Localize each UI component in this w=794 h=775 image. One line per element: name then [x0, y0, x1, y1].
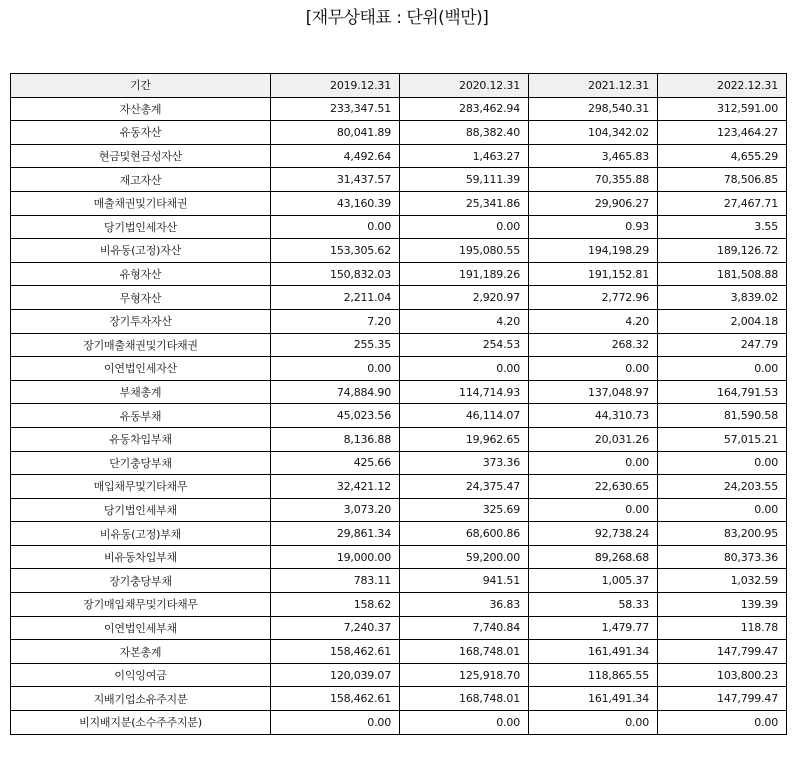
value-cell: 0.93: [529, 215, 658, 239]
row-label: 매출채권및기타채권: [11, 191, 271, 215]
value-cell: 0.00: [271, 711, 400, 735]
value-cell: 181,508.88: [658, 262, 787, 286]
value-cell: 68,600.86: [400, 522, 529, 546]
value-cell: 70,355.88: [529, 168, 658, 192]
value-cell: 0.00: [658, 357, 787, 381]
table-row: [11, 309, 787, 333]
table-row: [11, 498, 787, 522]
table-row: [11, 663, 787, 687]
row-label: 유형자산: [11, 262, 271, 286]
year-header: 2019.12.31: [271, 74, 400, 98]
table-row: [11, 687, 787, 711]
value-cell: 168,748.01: [400, 687, 529, 711]
value-cell: 147,799.47: [658, 640, 787, 664]
value-cell: 120,039.07: [271, 663, 400, 687]
value-cell: 150,832.03: [271, 262, 400, 286]
value-cell: 103,800.23: [658, 663, 787, 687]
value-cell: 81,590.58: [658, 404, 787, 428]
value-cell: 298,540.31: [529, 97, 658, 121]
table-row: [11, 333, 787, 357]
page-title: [재무상태표 : 단위(백만)]: [305, 8, 489, 28]
value-cell: 254.53: [400, 333, 529, 357]
balance-sheet-table: [10, 73, 787, 735]
header-row: [11, 74, 787, 98]
row-label: 지배기업소유주지분: [11, 687, 271, 711]
value-cell: 45,023.56: [271, 404, 400, 428]
value-cell: 1,005.37: [529, 569, 658, 593]
value-cell: 4,655.29: [658, 144, 787, 168]
table-header: [11, 74, 787, 98]
value-cell: 1,479.77: [529, 616, 658, 640]
value-cell: 783.11: [271, 569, 400, 593]
value-cell: 20,031.26: [529, 427, 658, 451]
value-cell: 0.00: [658, 451, 787, 475]
row-label: 당기법인세자산: [11, 215, 271, 239]
table-row: [11, 593, 787, 617]
value-cell: 373.36: [400, 451, 529, 475]
value-cell: 4.20: [529, 309, 658, 333]
value-cell: 32,421.12: [271, 475, 400, 499]
row-label: 유동차입부채: [11, 427, 271, 451]
row-label: 재고자산: [11, 168, 271, 192]
value-cell: 3,465.83: [529, 144, 658, 168]
row-label: 장기투자자산: [11, 309, 271, 333]
row-label: 부채총계: [11, 380, 271, 404]
value-cell: 57,015.21: [658, 427, 787, 451]
value-cell: 92,738.24: [529, 522, 658, 546]
value-cell: 255.35: [271, 333, 400, 357]
value-cell: 8,136.88: [271, 427, 400, 451]
value-cell: 125,918.70: [400, 663, 529, 687]
value-cell: 312,591.00: [658, 97, 787, 121]
value-cell: 46,114.07: [400, 404, 529, 428]
value-cell: 27,467.71: [658, 191, 787, 215]
value-cell: 0.00: [271, 215, 400, 239]
table-row: [11, 357, 787, 381]
value-cell: 29,906.27: [529, 191, 658, 215]
value-cell: 36.83: [400, 593, 529, 617]
value-cell: 83,200.95: [658, 522, 787, 546]
table-row: [11, 286, 787, 310]
value-cell: 1,463.27: [400, 144, 529, 168]
period-header: 기간: [11, 74, 271, 98]
value-cell: 7,240.37: [271, 616, 400, 640]
row-label: 비유동(고정)부채: [11, 522, 271, 546]
value-cell: 80,373.36: [658, 545, 787, 569]
value-cell: 4.20: [400, 309, 529, 333]
table-row: [11, 640, 787, 664]
value-cell: 1,032.59: [658, 569, 787, 593]
row-label: 유동부채: [11, 404, 271, 428]
value-cell: 153,305.62: [271, 239, 400, 263]
value-cell: 24,203.55: [658, 475, 787, 499]
value-cell: 123,464.27: [658, 121, 787, 145]
value-cell: 283,462.94: [400, 97, 529, 121]
table-row: [11, 215, 787, 239]
value-cell: 158.62: [271, 593, 400, 617]
value-cell: 2,004.18: [658, 309, 787, 333]
value-cell: 19,962.65: [400, 427, 529, 451]
value-cell: 25,341.86: [400, 191, 529, 215]
value-cell: 0.00: [529, 711, 658, 735]
value-cell: 4,492.64: [271, 144, 400, 168]
value-cell: 0.00: [400, 711, 529, 735]
value-cell: 189,126.72: [658, 239, 787, 263]
value-cell: 114,714.93: [400, 380, 529, 404]
table-row: [11, 569, 787, 593]
value-cell: 158,462.61: [271, 640, 400, 664]
table-row: [11, 475, 787, 499]
value-cell: 161,491.34: [529, 640, 658, 664]
value-cell: 233,347.51: [271, 97, 400, 121]
table-row: [11, 451, 787, 475]
row-label: 장기충당부채: [11, 569, 271, 593]
value-cell: 59,200.00: [400, 545, 529, 569]
value-cell: 44,310.73: [529, 404, 658, 428]
table-row: [11, 404, 787, 428]
row-label: 당기법인세부채: [11, 498, 271, 522]
row-label: 장기매입채무및기타채무: [11, 593, 271, 617]
table-row: [11, 191, 787, 215]
row-label: 비지배지분(소수주주지분): [11, 711, 271, 735]
value-cell: 0.00: [271, 357, 400, 381]
value-cell: 3.55: [658, 215, 787, 239]
value-cell: 191,152.81: [529, 262, 658, 286]
value-cell: 2,920.97: [400, 286, 529, 310]
row-label: 비유동(고정)자산: [11, 239, 271, 263]
value-cell: 325.69: [400, 498, 529, 522]
row-label: 이연법인세부채: [11, 616, 271, 640]
value-cell: 139.39: [658, 593, 787, 617]
table-row: [11, 380, 787, 404]
table-row: [11, 711, 787, 735]
row-label: 비유동차입부채: [11, 545, 271, 569]
value-cell: 89,268.68: [529, 545, 658, 569]
value-cell: 59,111.39: [400, 168, 529, 192]
value-cell: 22,630.65: [529, 475, 658, 499]
value-cell: 0.00: [529, 357, 658, 381]
value-cell: 194,198.29: [529, 239, 658, 263]
row-label: 이연법인세자산: [11, 357, 271, 381]
row-label: 단기충당부채: [11, 451, 271, 475]
value-cell: 118.78: [658, 616, 787, 640]
table-row: [11, 97, 787, 121]
row-label: 자산총계: [11, 97, 271, 121]
value-cell: 158,462.61: [271, 687, 400, 711]
value-cell: 24,375.47: [400, 475, 529, 499]
value-cell: 247.79: [658, 333, 787, 357]
value-cell: 0.00: [658, 711, 787, 735]
value-cell: 0.00: [658, 498, 787, 522]
year-header: 2022.12.31: [658, 74, 787, 98]
value-cell: 43,160.39: [271, 191, 400, 215]
table-row: [11, 144, 787, 168]
value-cell: 147,799.47: [658, 687, 787, 711]
table-row: [11, 168, 787, 192]
row-label: 장기매출채권및기타채권: [11, 333, 271, 357]
value-cell: 3,839.02: [658, 286, 787, 310]
row-label: 매입채무및기타채무: [11, 475, 271, 499]
row-label: 무형자산: [11, 286, 271, 310]
value-cell: 58.33: [529, 593, 658, 617]
value-cell: 0.00: [529, 498, 658, 522]
table-body: [11, 97, 787, 734]
value-cell: 19,000.00: [271, 545, 400, 569]
value-cell: 3,073.20: [271, 498, 400, 522]
value-cell: 0.00: [400, 357, 529, 381]
year-header: 2021.12.31: [529, 74, 658, 98]
value-cell: 2,211.04: [271, 286, 400, 310]
value-cell: 74,884.90: [271, 380, 400, 404]
value-cell: 941.51: [400, 569, 529, 593]
value-cell: 0.00: [400, 215, 529, 239]
table-row: [11, 427, 787, 451]
row-label: 자본총계: [11, 640, 271, 664]
value-cell: 104,342.02: [529, 121, 658, 145]
value-cell: 78,506.85: [658, 168, 787, 192]
row-label: 유동자산: [11, 121, 271, 145]
table-row: [11, 239, 787, 263]
value-cell: 195,080.55: [400, 239, 529, 263]
value-cell: 191,189.26: [400, 262, 529, 286]
value-cell: 425.66: [271, 451, 400, 475]
table-row: [11, 545, 787, 569]
row-label: 이익잉여금: [11, 663, 271, 687]
value-cell: 161,491.34: [529, 687, 658, 711]
value-cell: 29,861.34: [271, 522, 400, 546]
year-header: 2020.12.31: [400, 74, 529, 98]
value-cell: 80,041.89: [271, 121, 400, 145]
value-cell: 137,048.97: [529, 380, 658, 404]
value-cell: 164,791.53: [658, 380, 787, 404]
table-row: [11, 262, 787, 286]
value-cell: 168,748.01: [400, 640, 529, 664]
value-cell: 118,865.55: [529, 663, 658, 687]
value-cell: 88,382.40: [400, 121, 529, 145]
value-cell: 7,740.84: [400, 616, 529, 640]
value-cell: 7.20: [271, 309, 400, 333]
value-cell: 2,772.96: [529, 286, 658, 310]
row-label: 현금및현금성자산: [11, 144, 271, 168]
table-row: [11, 522, 787, 546]
value-cell: 0.00: [529, 451, 658, 475]
value-cell: 268.32: [529, 333, 658, 357]
table-row: [11, 616, 787, 640]
table-row: [11, 121, 787, 145]
value-cell: 31,437.57: [271, 168, 400, 192]
